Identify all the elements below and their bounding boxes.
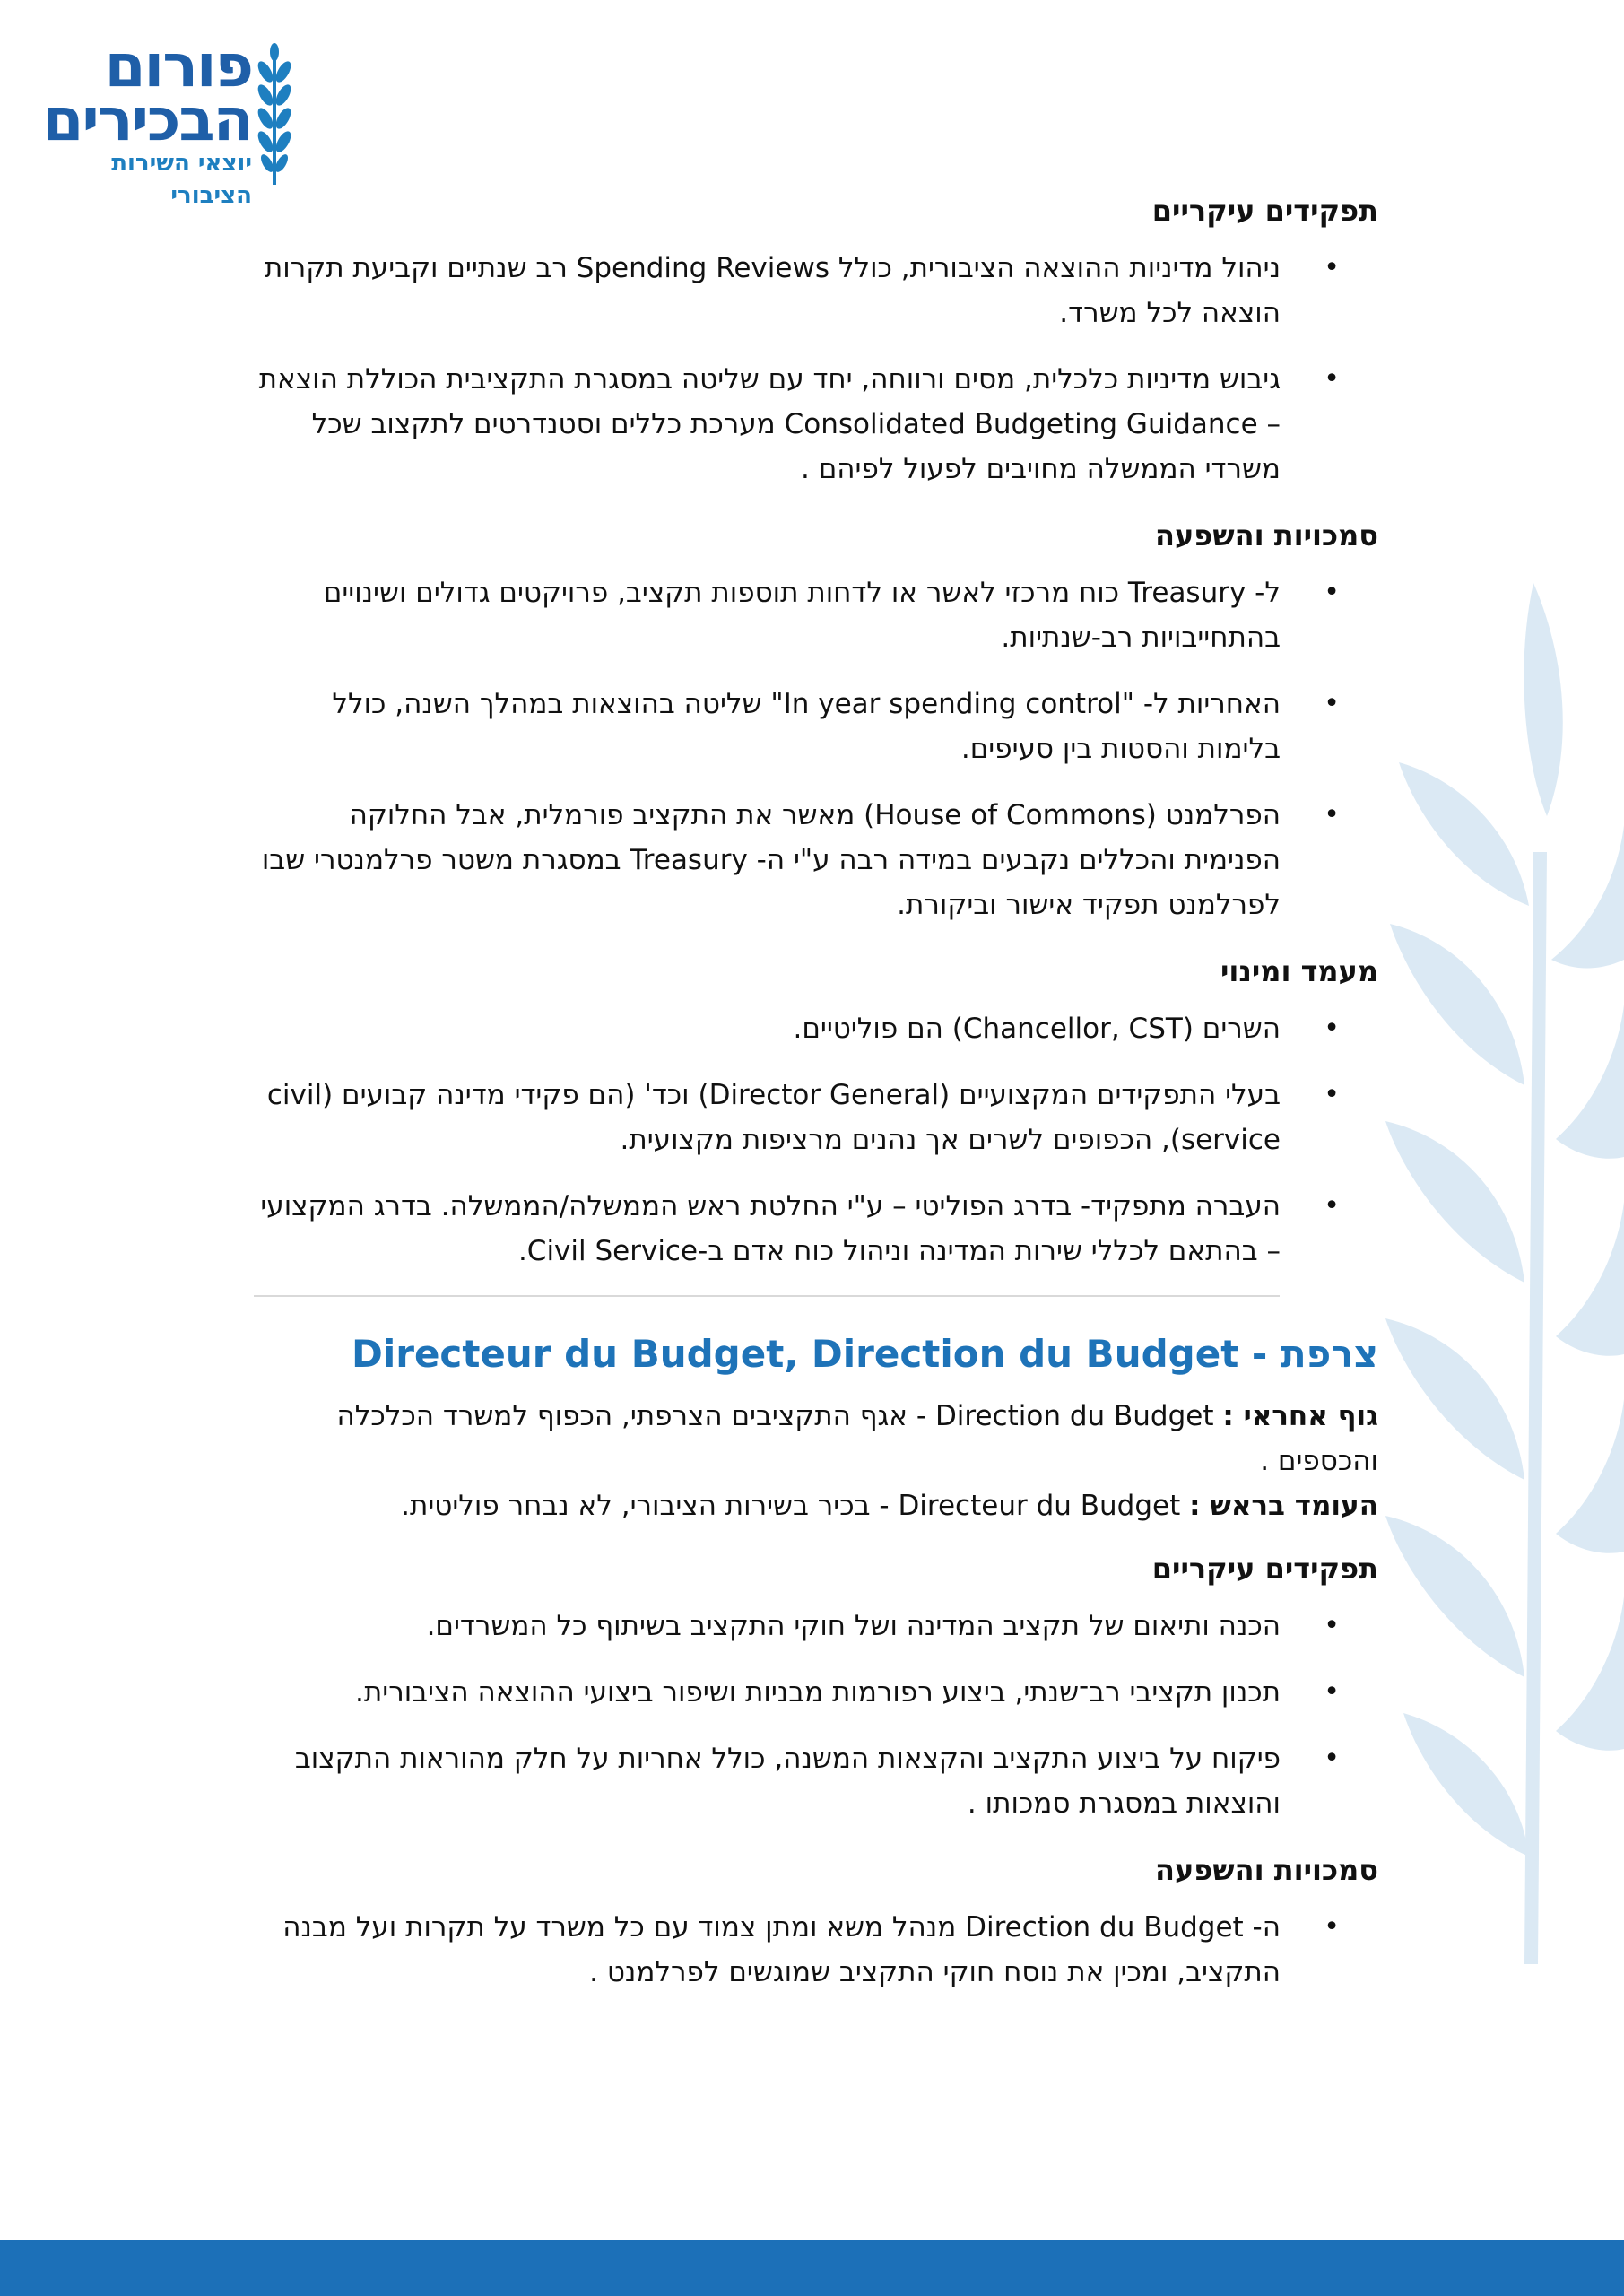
head-label: העומד בראש : <box>1189 1490 1378 1522</box>
uk-authority-list <box>251 570 1378 927</box>
list-item: • הכנה ותיאום של תקציב המדינה ושל חוקי התקציב בשיתוף כל המשרדים. <box>251 1604 1281 1648</box>
uk-roles-list <box>251 246 1378 491</box>
logo-line-2: הבכירים <box>42 85 252 154</box>
list-item: • העברה מתפקיד- בדרג הפוליטי – ע"י החלטת ראש הממשלה/הממשלה. בדרג המקצועי – בהתאם לכללי שירות המדינה וניהול כוח אדם ב-Civil Service. <box>251 1184 1281 1274</box>
france-authority-heading: סמכויות והשפעה <box>1155 1853 1378 1887</box>
list-item: • ל- Treasury כוח מרכזי לאשר או לדחות תוספות תקציב, פרויקטים גדולים ושינויים בהתחייבויות רב-שנתיות. <box>251 570 1281 660</box>
responsible-body-label: גוף אחראי : <box>1222 1400 1378 1432</box>
list-item: • ניהול מדיניות ההוצאה הציבורית, כולל Spending Reviews רב שנתיים וקביעת תקרות הוצאה לכל משרד. <box>251 246 1281 335</box>
list-item: • האחריות ל- "In year spending control" שליטה בהוצאות במהלך השנה, כולל בלימות והסטות בין סעיפים. <box>251 682 1281 771</box>
list-item: • בעלי התפקידים המקצועיים (Director General) וכד' (הם פקידי מדינה קבועים (civil service), הכפופים לשרים אך נהנים מרציפות מקצועית. <box>251 1073 1281 1162</box>
responsible-body-line <box>251 1394 1378 1483</box>
list-item: • פיקוח על ביצוע התקציב והקצאות המשנה, כולל אחריות על חלק מהוראות התקצוב והוצאות במסגרת סמכותו . <box>251 1736 1281 1826</box>
logo-text <box>34 31 252 212</box>
list-item: • תכנון תקציבי רב־שנתי, ביצוע רפורמות מבניות ושיפור ביצועי ההוצאה הציבורית. <box>251 1670 1281 1715</box>
list-item: • הפרלמנט (House of Commons) מאשר את התקציב פורמלית, אבל החלוקה הפנימית והכללים נקבעים במידה רבה ע"י ה- Treasury במסגרת משטר פרלמנטרי שבו לפרלמנט תפקיד אישור וביקורת. <box>251 793 1281 927</box>
france-authority-list <box>251 1905 1378 1995</box>
france-section-title: צרפת - Directeur du Budget, Direction du Budget <box>351 1332 1378 1376</box>
document-body <box>251 188 1378 2016</box>
uk-status-list <box>251 1006 1378 1274</box>
uk-roles-heading: תפקידים עיקריים <box>1151 194 1378 228</box>
uk-authority-heading: סמכויות והשפעה <box>1155 518 1378 552</box>
wheat-icon <box>255 43 294 187</box>
france-roles-list <box>251 1604 1378 1826</box>
section-divider <box>254 1295 1280 1297</box>
list-item: • ה- Direction du Budget מנהל משא ומתן צמוד עם כל משרד על תקרות ועל מבנה התקציב, ומכין את נוסח חוקי התקציב שמוגשים לפרלמנט . <box>251 1905 1281 1995</box>
responsible-body-text: Direction du Budget - אגף התקציבים הצרפתי, הכפוף למשרד הכלכלה והכספים . <box>336 1400 1378 1477</box>
head-text: Directeur du Budget - בכיר בשירות הציבורי, לא נבחר פוליטית. <box>401 1490 1181 1522</box>
logo-line-1: פורום <box>104 31 252 100</box>
head-line <box>251 1483 1378 1528</box>
list-item: • השרים (Chancellor, CST) הם פוליטיים. <box>251 1006 1281 1051</box>
wheat-watermark-icon <box>1381 583 1624 1964</box>
forum-logo <box>34 31 294 209</box>
logo-line-3: יוצאי השירות הציבורי <box>111 150 252 209</box>
uk-status-heading: מעמד ומינוי <box>1220 954 1378 988</box>
france-roles-heading: תפקידים עיקריים <box>1151 1552 1378 1586</box>
footer-bar <box>0 2240 1624 2296</box>
list-item: • גיבוש מדיניות כלכלית, מסים ורווחה, יחד עם שליטה במסגרת התקציבית הכוללת הוצאת – Consolidated Budgeting Guidance מערכת כללים וסטנדרטים לתקצוב שכל משרדי הממשלה מחויבים לפעול לפיהם . <box>251 357 1281 491</box>
